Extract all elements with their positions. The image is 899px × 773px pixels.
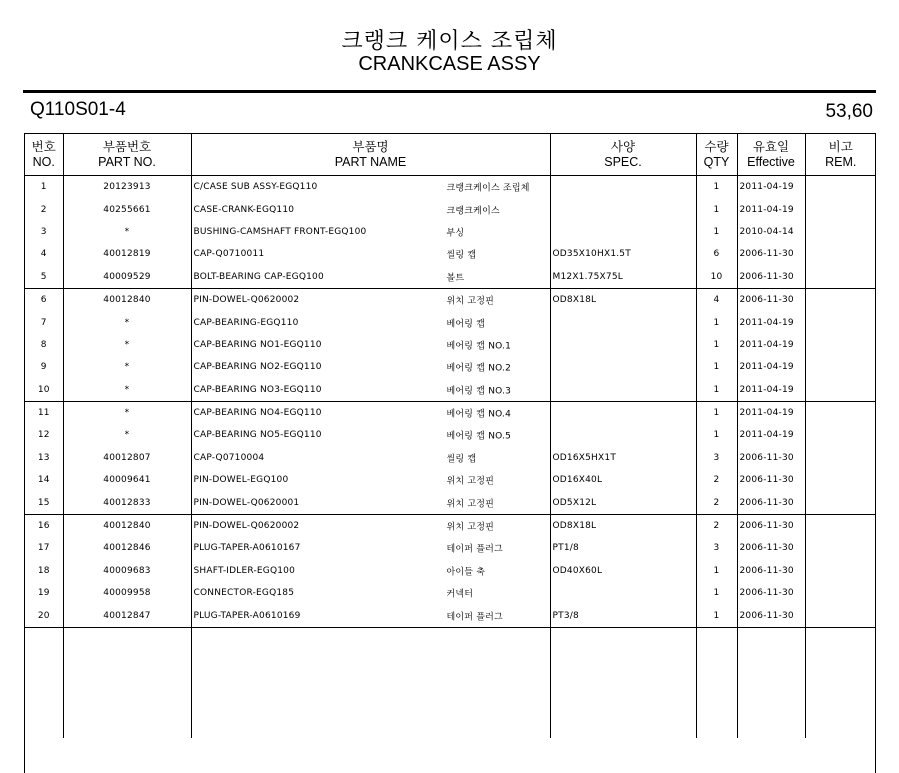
quantity-cell: 1 [696, 356, 737, 378]
table-row [25, 491, 876, 514]
part-name-korean: 아이들 축 [446, 567, 486, 578]
header-spec: 사양 SPEC. [550, 134, 696, 176]
part-name-cell [191, 491, 550, 514]
table-row [25, 447, 876, 469]
part-name-cell [191, 424, 550, 446]
row-number-cell: 13 [25, 447, 63, 469]
part-name-korean: 베어링 캡 NO.4 [446, 409, 512, 420]
header-part-no: 부품번호 PART NO. [63, 134, 191, 176]
table-row [25, 379, 876, 402]
part-name-cell [191, 379, 550, 402]
effective-date-cell: 2011-04-19 [737, 356, 805, 378]
row-number-cell: 12 [25, 424, 63, 446]
part-number-cell: 40255661 [63, 198, 191, 220]
table-body [25, 176, 876, 738]
table-row [25, 266, 876, 289]
empty-cell [550, 627, 696, 738]
effective-date-cell: 2006-11-30 [737, 491, 805, 514]
part-name-english: PIN-DOWEL-Q0620002 [193, 521, 300, 532]
spec-cell [550, 379, 696, 402]
spec-cell [550, 221, 696, 243]
effective-date-cell: 2011-04-19 [737, 334, 805, 356]
part-name-cell [191, 447, 550, 469]
remarks-cell [805, 356, 876, 378]
part-name-english: PIN-DOWEL-Q0620002 [193, 295, 300, 306]
spec-cell: OD35X10HX1.5T [550, 243, 696, 265]
part-name-cell [191, 221, 550, 243]
part-name-korean: 씰링 캡 [446, 454, 477, 465]
part-number-cell: 40012807 [63, 447, 191, 469]
part-name-cell [191, 243, 550, 265]
effective-date-cell: 2006-11-30 [737, 560, 805, 582]
row-number-cell: 18 [25, 560, 63, 582]
part-name-cell [191, 334, 550, 356]
part-name-korean: 위치 고정핀 [446, 296, 495, 307]
spec-cell [550, 334, 696, 356]
spec-cell [550, 424, 696, 446]
part-number-cell: 40012840 [63, 288, 191, 311]
quantity-cell: 10 [696, 266, 737, 289]
spec-cell [550, 401, 696, 424]
part-name-cell [191, 401, 550, 424]
part-name-english: C/CASE SUB ASSY-EGQ110 [193, 182, 318, 193]
quantity-cell: 1 [696, 334, 737, 356]
part-name-english: CAP-BEARING NO4-EGQ110 [193, 408, 322, 419]
table-row [25, 334, 876, 356]
part-name-korean: 위치 고정핀 [446, 522, 495, 533]
part-name-korean: 베어링 캡 NO.3 [446, 386, 512, 397]
spec-cell: OD40X60L [550, 560, 696, 582]
table-header-row [25, 134, 876, 176]
part-number-cell: 40009641 [63, 469, 191, 491]
remarks-cell [805, 243, 876, 265]
table-row [25, 537, 876, 559]
part-name-english: CONNECTOR-EGQ185 [193, 588, 295, 599]
quantity-cell: 1 [696, 401, 737, 424]
part-name-english: CAP-Q0710004 [193, 452, 265, 463]
part-name-english: CAP-BEARING NO2-EGQ110 [193, 362, 322, 373]
header-qty: 수량 QTY [696, 134, 737, 176]
part-name-cell [191, 560, 550, 582]
effective-date-cell: 2006-11-30 [737, 582, 805, 604]
table-row [25, 401, 876, 424]
part-number-cell: * [63, 356, 191, 378]
row-number-cell: 1 [25, 176, 63, 199]
part-name-korean: 베어링 캡 NO.1 [446, 341, 512, 352]
part-name-cell [191, 266, 550, 289]
part-number-cell: 40012847 [63, 604, 191, 627]
quantity-cell: 1 [696, 560, 737, 582]
effective-date-cell: 2011-04-19 [737, 401, 805, 424]
remarks-cell [805, 424, 876, 446]
part-name-english: CAP-BEARING NO3-EGQ110 [193, 384, 322, 395]
part-name-english: BOLT-BEARING CAP-EGQ100 [193, 271, 324, 282]
quantity-cell: 1 [696, 198, 737, 220]
quantity-cell: 1 [696, 311, 737, 333]
spec-cell [550, 582, 696, 604]
row-number-cell: 14 [25, 469, 63, 491]
quantity-cell: 2 [696, 469, 737, 491]
spec-cell [550, 311, 696, 333]
row-number-cell: 20 [25, 604, 63, 627]
part-number-cell: * [63, 424, 191, 446]
document-code: Q110S01-4 [30, 99, 126, 120]
row-number-cell: 6 [25, 288, 63, 311]
part-number-cell: * [63, 401, 191, 424]
quantity-cell: 1 [696, 176, 737, 199]
spec-cell: OD16X5HX1T [550, 447, 696, 469]
spec-cell: OD5X12L [550, 491, 696, 514]
part-name-korean: 부싱 [446, 228, 465, 239]
empty-cell [25, 627, 63, 738]
empty-cell [805, 627, 876, 738]
remarks-cell [805, 469, 876, 491]
effective-date-cell: 2006-11-30 [737, 469, 805, 491]
effective-date-cell: 2011-04-19 [737, 379, 805, 402]
part-name-korean: 크랭크케이스 조립체 [446, 183, 530, 194]
header-rem: 비고 REM. [805, 134, 876, 176]
quantity-cell: 3 [696, 537, 737, 559]
remarks-cell [805, 198, 876, 220]
row-number-cell: 11 [25, 401, 63, 424]
parts-table [25, 134, 876, 738]
header-part-name: 부품명 PART NAME [191, 134, 550, 176]
row-number-cell: 4 [25, 243, 63, 265]
row-number-cell: 17 [25, 537, 63, 559]
effective-date-cell: 2006-11-30 [737, 604, 805, 627]
quantity-cell: 1 [696, 379, 737, 402]
row-number-cell: 9 [25, 356, 63, 378]
part-name-cell [191, 604, 550, 627]
remarks-cell [805, 288, 876, 311]
part-name-cell [191, 582, 550, 604]
part-name-korean: 테이퍼 플러그 [446, 544, 503, 555]
part-name-english: CAP-BEARING NO5-EGQ110 [193, 430, 322, 441]
effective-date-cell: 2006-11-30 [737, 514, 805, 537]
remarks-cell [805, 514, 876, 537]
table-row [25, 604, 876, 627]
part-name-korean: 볼트 [446, 273, 465, 284]
effective-date-cell: 2006-11-30 [737, 243, 805, 265]
part-number-cell: 40012840 [63, 514, 191, 537]
spec-cell [550, 198, 696, 220]
header-no: 번호 NO. [25, 134, 63, 176]
empty-cell [696, 627, 737, 738]
part-number-cell: 40009958 [63, 582, 191, 604]
remarks-cell [805, 537, 876, 559]
part-name-korean: 위치 고정핀 [446, 499, 495, 510]
parts-table-frame [24, 133, 876, 773]
page-title-english: CRANKCASE ASSY [358, 53, 541, 75]
quantity-cell: 2 [696, 514, 737, 537]
remarks-cell [805, 401, 876, 424]
part-name-english: PIN-DOWEL-EGQ100 [193, 475, 289, 486]
spec-cell: PT3/8 [550, 604, 696, 627]
part-name-english: CASE-CRANK-EGQ110 [193, 204, 295, 215]
part-name-korean: 베어링 캡 [446, 319, 486, 330]
quantity-cell: 1 [696, 604, 737, 627]
part-name-cell [191, 311, 550, 333]
table-row [25, 243, 876, 265]
part-name-english: PIN-DOWEL-Q0620001 [193, 497, 300, 508]
table-row [25, 356, 876, 378]
row-number-cell: 16 [25, 514, 63, 537]
table-row [25, 424, 876, 446]
table-row [25, 311, 876, 333]
header-effective: 유효일 Effective [737, 134, 805, 176]
effective-date-cell: 2011-04-19 [737, 424, 805, 446]
remarks-cell [805, 582, 876, 604]
remarks-cell [805, 334, 876, 356]
row-number-cell: 19 [25, 582, 63, 604]
row-number-cell: 10 [25, 379, 63, 402]
part-name-korean: 크랭크케이스 [446, 206, 500, 217]
part-name-english: PLUG-TAPER-A0610169 [193, 610, 301, 621]
title-divider [23, 90, 876, 93]
table-row [25, 514, 876, 537]
part-number-cell: 40012819 [63, 243, 191, 265]
part-name-korean: 커넥터 [446, 589, 474, 600]
part-name-cell [191, 176, 550, 199]
part-name-cell [191, 514, 550, 537]
part-number-cell: 20123913 [63, 176, 191, 199]
empty-cell [191, 627, 550, 738]
effective-date-cell: 2006-11-30 [737, 537, 805, 559]
part-name-cell [191, 288, 550, 311]
part-name-korean: 씰링 캡 [446, 250, 477, 261]
effective-date-cell: 2006-11-30 [737, 447, 805, 469]
effective-date-cell: 2011-04-19 [737, 176, 805, 199]
remarks-cell [805, 604, 876, 627]
remarks-cell [805, 266, 876, 289]
quantity-cell: 3 [696, 447, 737, 469]
spec-cell: OD16X40L [550, 469, 696, 491]
spec-cell: M12X1.75X75L [550, 266, 696, 289]
effective-date-cell: 2011-04-19 [737, 311, 805, 333]
page-title-korean: 크랭크 케이스 조립체 [341, 29, 558, 54]
table-row [25, 176, 876, 199]
spec-cell [550, 356, 696, 378]
row-number-cell: 7 [25, 311, 63, 333]
row-number-cell: 3 [25, 221, 63, 243]
remarks-cell [805, 379, 876, 402]
spec-cell [550, 176, 696, 199]
empty-row [25, 627, 876, 738]
part-number-cell: 40009683 [63, 560, 191, 582]
part-number-cell: 40012846 [63, 537, 191, 559]
part-number-cell: 40012833 [63, 491, 191, 514]
part-name-cell [191, 198, 550, 220]
part-name-cell [191, 537, 550, 559]
row-number-cell: 5 [25, 266, 63, 289]
table-row [25, 288, 876, 311]
page-number: 53,60 [825, 101, 873, 122]
part-name-cell [191, 356, 550, 378]
part-number-cell: * [63, 311, 191, 333]
spec-cell: PT1/8 [550, 537, 696, 559]
part-name-english: CAP-BEARING NO1-EGQ110 [193, 339, 322, 350]
remarks-cell [805, 176, 876, 199]
remarks-cell [805, 491, 876, 514]
quantity-cell: 4 [696, 288, 737, 311]
table-row [25, 221, 876, 243]
table-row [25, 198, 876, 220]
remarks-cell [805, 447, 876, 469]
table-row [25, 560, 876, 582]
quantity-cell: 2 [696, 491, 737, 514]
part-name-cell [191, 469, 550, 491]
row-number-cell: 15 [25, 491, 63, 514]
part-name-korean: 베어링 캡 NO.2 [446, 363, 512, 374]
remarks-cell [805, 311, 876, 333]
part-name-korean: 베어링 캡 NO.5 [446, 431, 512, 442]
quantity-cell: 1 [696, 582, 737, 604]
effective-date-cell: 2011-04-19 [737, 198, 805, 220]
part-number-cell: * [63, 379, 191, 402]
effective-date-cell: 2006-11-30 [737, 288, 805, 311]
empty-cell [737, 627, 805, 738]
remarks-cell [805, 221, 876, 243]
part-number-cell: * [63, 334, 191, 356]
part-name-english: SHAFT-IDLER-EGQ100 [193, 565, 296, 576]
part-name-english: CAP-Q0710011 [193, 249, 265, 260]
empty-cell [63, 627, 191, 738]
part-number-cell: 40009529 [63, 266, 191, 289]
row-number-cell: 8 [25, 334, 63, 356]
quantity-cell: 1 [696, 424, 737, 446]
part-name-korean: 위치 고정핀 [446, 476, 495, 487]
row-number-cell: 2 [25, 198, 63, 220]
spec-cell: OD8X18L [550, 288, 696, 311]
quantity-cell: 6 [696, 243, 737, 265]
part-name-korean: 테이퍼 플러그 [446, 612, 503, 623]
spec-cell: OD8X18L [550, 514, 696, 537]
part-name-english: CAP-BEARING-EGQ110 [193, 317, 299, 328]
part-name-english: BUSHING-CAMSHAFT FRONT-EGQ100 [193, 226, 367, 237]
remarks-cell [805, 560, 876, 582]
part-number-cell: * [63, 221, 191, 243]
quantity-cell: 1 [696, 221, 737, 243]
part-name-english: PLUG-TAPER-A0610167 [193, 543, 301, 554]
table-row [25, 469, 876, 491]
effective-date-cell: 2006-11-30 [737, 266, 805, 289]
effective-date-cell: 2010-04-14 [737, 221, 805, 243]
table-row [25, 582, 876, 604]
